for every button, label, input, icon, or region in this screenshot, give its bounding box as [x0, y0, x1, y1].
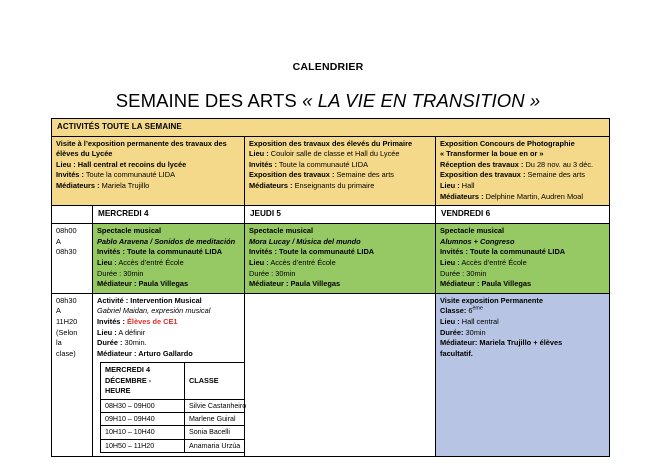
- day-header-vendredi: VENDREDI 6: [436, 206, 610, 224]
- week-activity-cell-2: [245, 136, 436, 206]
- activity-field: [440, 192, 606, 203]
- event-field: [97, 338, 241, 349]
- event-subtitle: Pablo Aravena / Sonidos de meditación: [97, 236, 236, 246]
- field-value: Du 28 nov. au 3 déc.: [523, 159, 594, 169]
- field-label: Invités :: [97, 247, 125, 257]
- class-schedule-name: Silvie Castanheiro: [185, 399, 263, 412]
- slot2-mercredi-cell: [93, 293, 245, 456]
- slot2-time-cell: [52, 293, 93, 456]
- event-field: [249, 279, 432, 290]
- class-schedule-time: 08H30 – 09H00: [101, 399, 185, 412]
- field-value: Accès d’entré École: [459, 257, 527, 267]
- field-value-highlight: Élèves de CE1: [124, 316, 178, 326]
- field-value: Enseignants du primaire: [292, 180, 375, 190]
- field-value-superscript: ème: [472, 305, 483, 312]
- event-field: [97, 269, 241, 280]
- activity-field: [249, 160, 432, 171]
- activity-field: [249, 149, 432, 160]
- day-header-mercredi: MERCREDI 4: [93, 206, 245, 224]
- field-label: Lieu :: [440, 180, 460, 190]
- week-activities-row: [52, 136, 610, 206]
- class-schedule-row: [101, 399, 263, 412]
- slot2-vendredi-cell: [436, 293, 610, 456]
- field-label: Médiateur:: [440, 338, 478, 348]
- class-schedule-header-classe: CLASSE: [185, 363, 263, 399]
- class-schedule-name: Sonia Bacelli: [185, 426, 263, 439]
- activity-title-line2: élèves du Lycée: [56, 149, 113, 159]
- time-line: A: [56, 306, 61, 316]
- event-field: [97, 349, 241, 360]
- time-line: (Selon: [56, 327, 78, 337]
- field-value: Couloir salle de classe et Hall du Lycée: [268, 149, 400, 159]
- slot2-jeudi-cell: [245, 293, 436, 456]
- event-field: [440, 258, 606, 269]
- day-header-jeudi: JEUDI 5: [245, 206, 436, 224]
- field-label: Invités :: [249, 247, 277, 257]
- activity-title-line1: Exposition des travaux des élevés du Primaire: [249, 138, 413, 148]
- time-line: 08h30: [56, 247, 77, 257]
- activity-title-line1: Visite à l’exposition permanente des travaux des: [56, 138, 227, 148]
- field-label: Médiateurs :: [249, 180, 293, 190]
- event-field: [440, 328, 606, 339]
- field-value: Intervention Musical: [128, 295, 202, 305]
- field-value: 30min: [463, 327, 486, 337]
- header-line: DÉCEMBRE -: [105, 375, 152, 385]
- schedule-row-slot1: [52, 224, 610, 294]
- event-title: [97, 296, 241, 307]
- activity-field: [56, 181, 241, 192]
- event-field: [440, 269, 606, 280]
- field-value: Semaine des arts: [525, 170, 586, 180]
- event-field: [97, 247, 241, 258]
- field-label: Durée:: [440, 327, 464, 337]
- class-schedule-row: [101, 426, 263, 439]
- field-value: Paula Villegas: [479, 279, 532, 289]
- field-label: Durée :: [97, 338, 123, 348]
- field-value: Toute la communauté LIDA: [83, 170, 176, 180]
- event-field-invites: [97, 317, 241, 328]
- event-title: Spectacle musical: [249, 226, 314, 236]
- field-label: Invités :: [56, 170, 84, 180]
- event-title: Visite exposition Permanente: [440, 295, 543, 305]
- field-label: Lieu :: [249, 149, 269, 159]
- class-schedule-table: [100, 362, 263, 453]
- field-label: Lieu :: [440, 316, 460, 326]
- field-label: Lieu :: [440, 257, 460, 267]
- field-label: Médiateur :: [97, 348, 137, 358]
- activity-field: [440, 170, 606, 181]
- field-value: Semaine des arts: [334, 170, 395, 180]
- calendar-table: [51, 118, 610, 457]
- activity-field: [249, 170, 432, 181]
- week-activity-cell-1: [52, 136, 245, 206]
- field-label: Médiateurs :: [56, 180, 100, 190]
- field-value: Paula Villegas: [136, 279, 189, 289]
- field-label: Médiateur :: [440, 279, 480, 289]
- event-subtitle: Alumnos + Congreso: [440, 236, 515, 246]
- field-label: Médiateurs :: [440, 191, 484, 201]
- field-value: Toute la communauté LIDA: [276, 247, 375, 257]
- field-label: Invités :: [97, 316, 125, 326]
- activity-field: [440, 160, 606, 171]
- field-value: A définir: [116, 327, 146, 337]
- field-value: 30min.: [122, 338, 147, 348]
- field-label: Durée :: [97, 268, 122, 278]
- event-field: [97, 258, 241, 269]
- time-line: la: [56, 338, 62, 348]
- document-title-block: [0, 60, 656, 112]
- field-value: Toute la communauté LIDA: [467, 247, 566, 257]
- page-title-quoted: « LA VIE EN TRANSITION »: [302, 90, 541, 111]
- field-value: Paula Villegas: [288, 279, 341, 289]
- time-line: 11H20: [56, 316, 78, 326]
- field-label: Réception des travaux :: [440, 159, 524, 169]
- activity-title-line2: « Transformer la boue en or »: [440, 149, 544, 159]
- day-header-row: [52, 206, 610, 224]
- day-header-time-col: [52, 206, 93, 224]
- schedule-row-slot2: [52, 293, 610, 456]
- event-field: [440, 247, 606, 258]
- activity-field: [249, 181, 432, 192]
- field-label: Classe:: [440, 306, 467, 316]
- field-label: Lieu :: [56, 159, 76, 169]
- event-field: [249, 269, 432, 280]
- class-schedule-time: 10H10 – 10H40: [101, 426, 185, 439]
- field-value: Arturo Gallardo: [136, 348, 193, 358]
- field-value: Delphine Martin, Audren Moal: [483, 191, 583, 201]
- slot1-jeudi-cell: [245, 224, 436, 294]
- page-title-prefix: SEMAINE DES ARTS: [115, 90, 303, 111]
- event-field: [440, 279, 606, 290]
- field-value: Mariela Trujillo: [99, 180, 150, 190]
- class-schedule-header-heure: [101, 363, 185, 399]
- slot1-mercredi-cell: [93, 224, 245, 294]
- event-field: [97, 328, 241, 339]
- field-label: Durée :: [440, 268, 465, 278]
- class-schedule-row: [101, 412, 263, 425]
- activity-field: [440, 181, 606, 192]
- slot1-vendredi-cell: [436, 224, 610, 294]
- week-activity-cell-3: [436, 136, 610, 206]
- event-field: [249, 247, 432, 258]
- activity-field: [56, 160, 241, 171]
- class-schedule-row: [101, 439, 263, 452]
- field-label: Lieu :: [97, 327, 117, 337]
- field-label: Médiateur :: [97, 279, 137, 289]
- week-activities-heading: ACTIVITÉS TOUTE LA SEMAINE: [52, 119, 610, 137]
- event-field: [440, 317, 606, 328]
- activity-field: [56, 170, 241, 181]
- event-field: [249, 258, 432, 269]
- field-value: Toute la communauté LIDA: [124, 247, 223, 257]
- field-label: Exposition des travaux :: [440, 170, 526, 180]
- time-line: clase): [56, 348, 76, 358]
- field-label: Invités :: [440, 247, 468, 257]
- event-title: Spectacle musical: [97, 226, 162, 236]
- class-schedule-name: Marlene Guiral: [185, 412, 263, 425]
- header-line: HEURE: [105, 386, 131, 396]
- activity-title-line1: Exposition Concours de Photographie: [440, 138, 575, 148]
- field-label: Exposition des travaux :: [249, 170, 335, 180]
- field-value: Mariela Trujillo + élèves: [477, 338, 563, 348]
- slot1-time-cell: [52, 224, 93, 294]
- event-subtitle: Mora Lucay / Música del mundo: [249, 236, 361, 246]
- field-value: Toute la communauté LIDA: [276, 159, 369, 169]
- field-value: 30min: [464, 268, 487, 278]
- field-value: Hall central: [459, 316, 499, 326]
- field-label: Lieu :: [97, 257, 117, 267]
- event-field: [97, 279, 241, 290]
- field-label: Médiateur :: [249, 279, 289, 289]
- field-value: Hall: [459, 180, 475, 190]
- class-schedule-name: Anamaria Urzúa: [185, 439, 263, 452]
- field-value: Accès d’entré École: [116, 257, 184, 267]
- class-schedule-header-row: [101, 363, 263, 399]
- event-field: [440, 338, 606, 349]
- week-activities-heading-row: [52, 119, 610, 137]
- event-title: Spectacle musical: [440, 226, 505, 236]
- time-line: 08h30: [56, 295, 77, 305]
- field-label: Lieu :: [249, 257, 269, 267]
- page-title: [0, 90, 656, 112]
- field-value: 30min: [121, 268, 144, 278]
- document-subtitle: CALENDRIER: [292, 61, 364, 73]
- field-value: Hall central et recoins du lycée: [75, 159, 187, 169]
- field-label: Durée :: [249, 268, 274, 278]
- event-subtitle: Gabriel Maidan, expresión musical: [97, 306, 211, 316]
- field-value: 6: [466, 306, 473, 316]
- field-label: Invités :: [249, 159, 277, 169]
- time-line: A: [56, 236, 61, 246]
- time-line: 08h00: [56, 226, 77, 236]
- event-field-note: facultatif.: [440, 348, 473, 358]
- event-field: [440, 306, 606, 317]
- field-value: 30min: [273, 268, 296, 278]
- class-schedule-time: 09H10 – 09H40: [101, 412, 185, 425]
- header-line: MERCREDI 4: [105, 365, 151, 375]
- field-label: Activité :: [97, 295, 129, 305]
- field-value: Accès d’entré École: [268, 257, 336, 267]
- class-schedule-time: 10H50 – 11H20: [101, 439, 185, 452]
